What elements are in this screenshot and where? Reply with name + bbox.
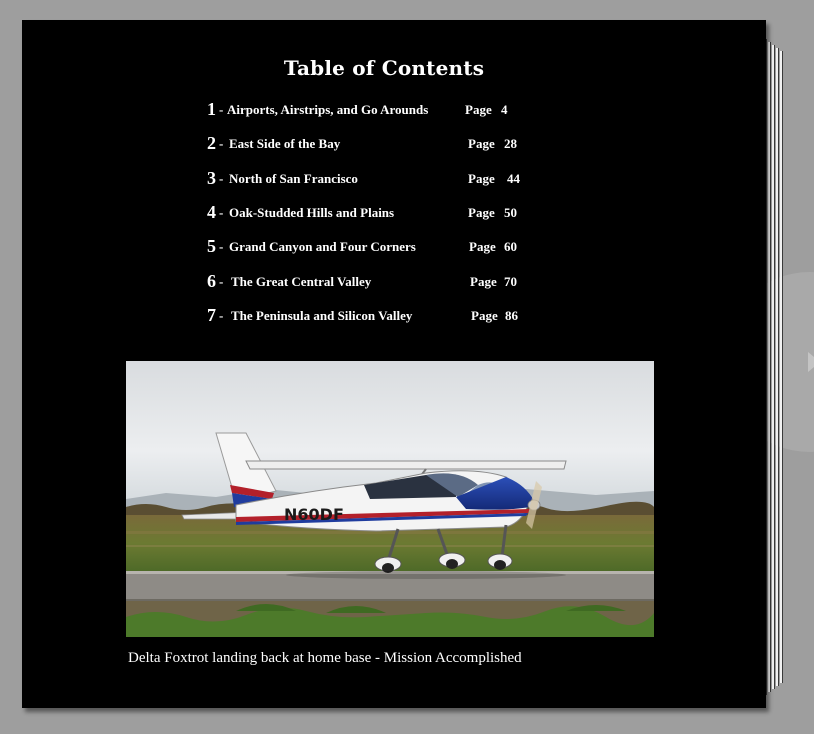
- toc-entry-title: East Side of the Bay: [229, 136, 341, 151]
- toc-entry-title: The Peninsula and Silicon Valley: [231, 308, 413, 323]
- toc-entry[interactable]: [207, 202, 567, 226]
- toc-entry-number: 1: [207, 99, 216, 119]
- toc-entry-page-label: Page: [468, 205, 495, 220]
- arrow-right-icon: [808, 352, 814, 372]
- toc-entry-page-label: Page: [468, 136, 495, 151]
- toc-entry-page-label: Page: [469, 239, 496, 254]
- toc-entry-separator: -: [219, 205, 224, 220]
- toc-entry-page-number: 60: [504, 239, 517, 254]
- toc-entry-separator: -: [219, 102, 224, 117]
- toc-entry[interactable]: [207, 271, 567, 295]
- toc-entry-title: Oak-Studded Hills and Plains: [229, 205, 395, 220]
- toc-entry-number: 7: [207, 305, 216, 325]
- toc-entry-title: The Great Central Valley: [231, 274, 372, 289]
- toc-entry-page-number: 70: [504, 274, 517, 289]
- toc-entry[interactable]: [207, 305, 567, 329]
- toc-entry-title: Airports, Airstrips, and Go Arounds: [227, 102, 429, 117]
- toc-entry-page-label: Page: [468, 171, 495, 186]
- toc-entry-page-number: 4: [501, 102, 508, 117]
- toc-entry[interactable]: [207, 236, 567, 260]
- toc-entry-page-number: 44: [507, 171, 520, 186]
- toc-entry-page-number: 50: [504, 205, 517, 220]
- toc-entry-page-number: 86: [505, 308, 518, 323]
- toc-title: Table of Contents: [283, 56, 485, 80]
- toc-entry-separator: -: [219, 136, 224, 151]
- toc-entry-number: 3: [207, 168, 216, 188]
- tail-number: N60DF: [284, 505, 344, 524]
- toc-entry-separator: -: [219, 171, 224, 186]
- toc-entry-separator: -: [219, 239, 224, 254]
- toc-entry-title: North of San Francisco: [229, 171, 358, 186]
- toc-entry-number: 6: [207, 271, 216, 291]
- toc-entry-number: 2: [207, 133, 216, 153]
- toc-entry-number: 4: [207, 202, 216, 222]
- toc-entry-page-label: Page: [471, 308, 498, 323]
- photo-caption: Delta Foxtrot landing back at home base - Mission Accomplished: [128, 650, 522, 666]
- airplane-photo: [126, 361, 654, 637]
- toc-entry[interactable]: [207, 168, 567, 192]
- toc-entry-page-label: Page: [470, 274, 497, 289]
- toc-entry-page-number: 28: [504, 136, 517, 151]
- toc-entry-title: Grand Canyon and Four Corners: [229, 239, 416, 254]
- toc-entry[interactable]: [207, 133, 567, 157]
- book-page: [22, 20, 766, 708]
- toc-entry[interactable]: [207, 99, 567, 123]
- toc-entry-separator: -: [219, 274, 224, 289]
- toc-entry-page-label: Page: [465, 102, 492, 117]
- toc-entry-number: 5: [207, 236, 216, 256]
- toc-entry-separator: -: [219, 308, 224, 323]
